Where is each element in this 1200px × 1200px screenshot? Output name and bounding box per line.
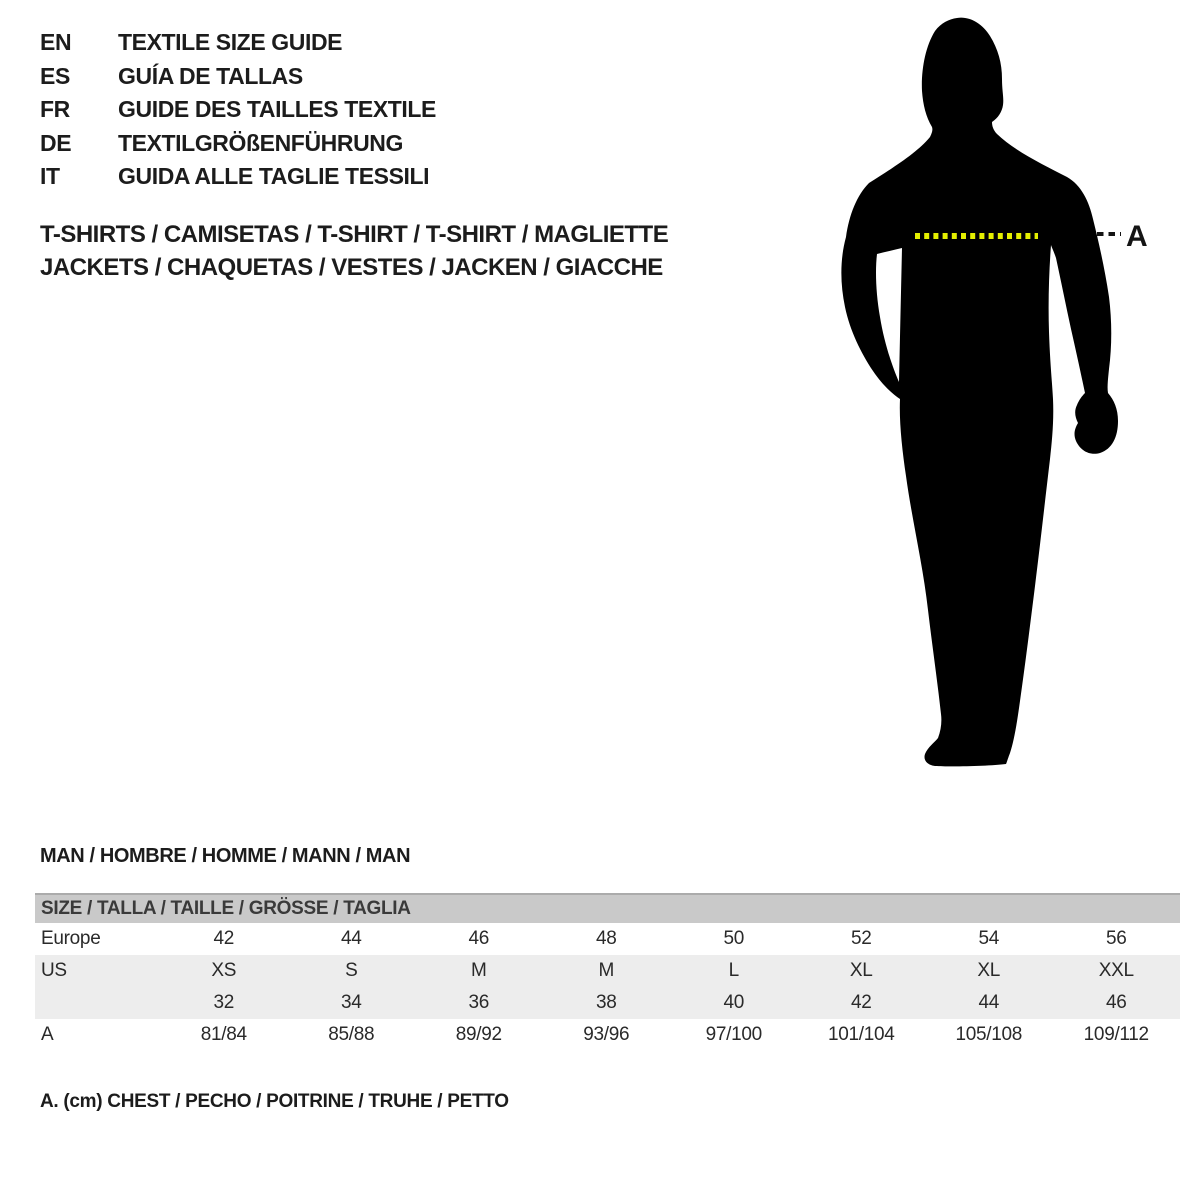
size-cell: 40 [723, 992, 745, 1013]
table-row-numeric [35, 987, 1180, 1019]
language-label: GUÍA DE TALLAS [118, 62, 303, 89]
language-code: ES [40, 62, 70, 89]
size-cell: 44 [340, 928, 362, 949]
size-cell: 46 [1105, 992, 1127, 1013]
size-cell: 36 [468, 992, 490, 1013]
row-label: US [41, 960, 67, 981]
size-cell: S [345, 960, 358, 981]
size-table-header: SIZE / TALLA / TAILLE / GRÖSSE / TAGLIA [35, 893, 1180, 923]
size-cell: 32 [213, 992, 235, 1013]
language-row [40, 60, 436, 94]
size-cell: 46 [468, 928, 490, 949]
man-silhouette-figure [820, 0, 1200, 800]
language-code: EN [40, 29, 72, 56]
size-cell: 81/84 [200, 1024, 247, 1045]
size-cell: XL [977, 960, 1001, 981]
size-cell: 52 [850, 928, 872, 949]
table-row-europe [35, 923, 1180, 955]
size-cell: 101/104 [827, 1024, 895, 1045]
garment-categories [40, 218, 668, 284]
language-label: TEXTILE SIZE GUIDE [118, 29, 343, 56]
section-title-man: MAN / HOMBRE / HOMME / MANN / MAN [40, 845, 411, 867]
language-label: TEXTILGRÖßENFÜHRUNG [118, 129, 403, 156]
language-label: GUIDE DES TAILLES TEXTILE [118, 96, 436, 123]
size-cell: 85/88 [328, 1024, 375, 1045]
category-line-tshirts: T-SHIRTS / CAMISETAS / T-SHIRT / T-SHIRT / MAGLIETTE [40, 221, 669, 248]
size-cell: 34 [340, 992, 362, 1013]
size-cell: 44 [978, 992, 1000, 1013]
size-cell: 38 [595, 992, 617, 1013]
size-cell: 89/92 [455, 1024, 502, 1045]
size-table [35, 893, 1180, 1051]
language-title-block [40, 26, 436, 194]
size-cell: 54 [978, 928, 1000, 949]
language-code: IT [40, 163, 60, 190]
size-cell: 56 [1105, 928, 1127, 949]
row-label: A [41, 1024, 54, 1045]
language-label: GUIDA ALLE TAGLIE TESSILI [118, 163, 430, 190]
language-row [40, 93, 436, 127]
size-cell: 42 [213, 928, 235, 949]
category-line-jackets: JACKETS / CHAQUETAS / VESTES / JACKEN / GIACCHE [40, 254, 663, 281]
size-cell: M [598, 960, 615, 981]
size-cell: 93/96 [583, 1024, 630, 1045]
size-cell: 105/108 [955, 1024, 1023, 1045]
language-row [40, 160, 436, 194]
size-cell: XXL [1098, 960, 1134, 981]
size-cell: M [470, 960, 487, 981]
size-cell: XL [849, 960, 873, 981]
language-row [40, 127, 436, 161]
size-cell: 50 [723, 928, 745, 949]
measurement-label-a: A [1126, 220, 1148, 253]
size-cell: L [728, 960, 739, 981]
language-code: FR [40, 96, 70, 123]
language-row [40, 26, 436, 60]
language-code: DE [40, 129, 72, 156]
silhouette-shape [841, 18, 1118, 767]
size-cell: 42 [850, 992, 872, 1013]
table-row-us [35, 955, 1180, 987]
table-row-chest [35, 1019, 1180, 1051]
row-label: Europe [41, 928, 101, 949]
footer-measurement-note: A. (cm) CHEST / PECHO / POITRINE / TRUHE / PETTO [40, 1091, 509, 1112]
size-cell: 109/112 [1083, 1024, 1149, 1045]
size-cell: XS [211, 960, 237, 981]
size-cell: 97/100 [705, 1024, 762, 1045]
size-cell: 48 [595, 928, 617, 949]
man-silhouette [820, 0, 1200, 800]
